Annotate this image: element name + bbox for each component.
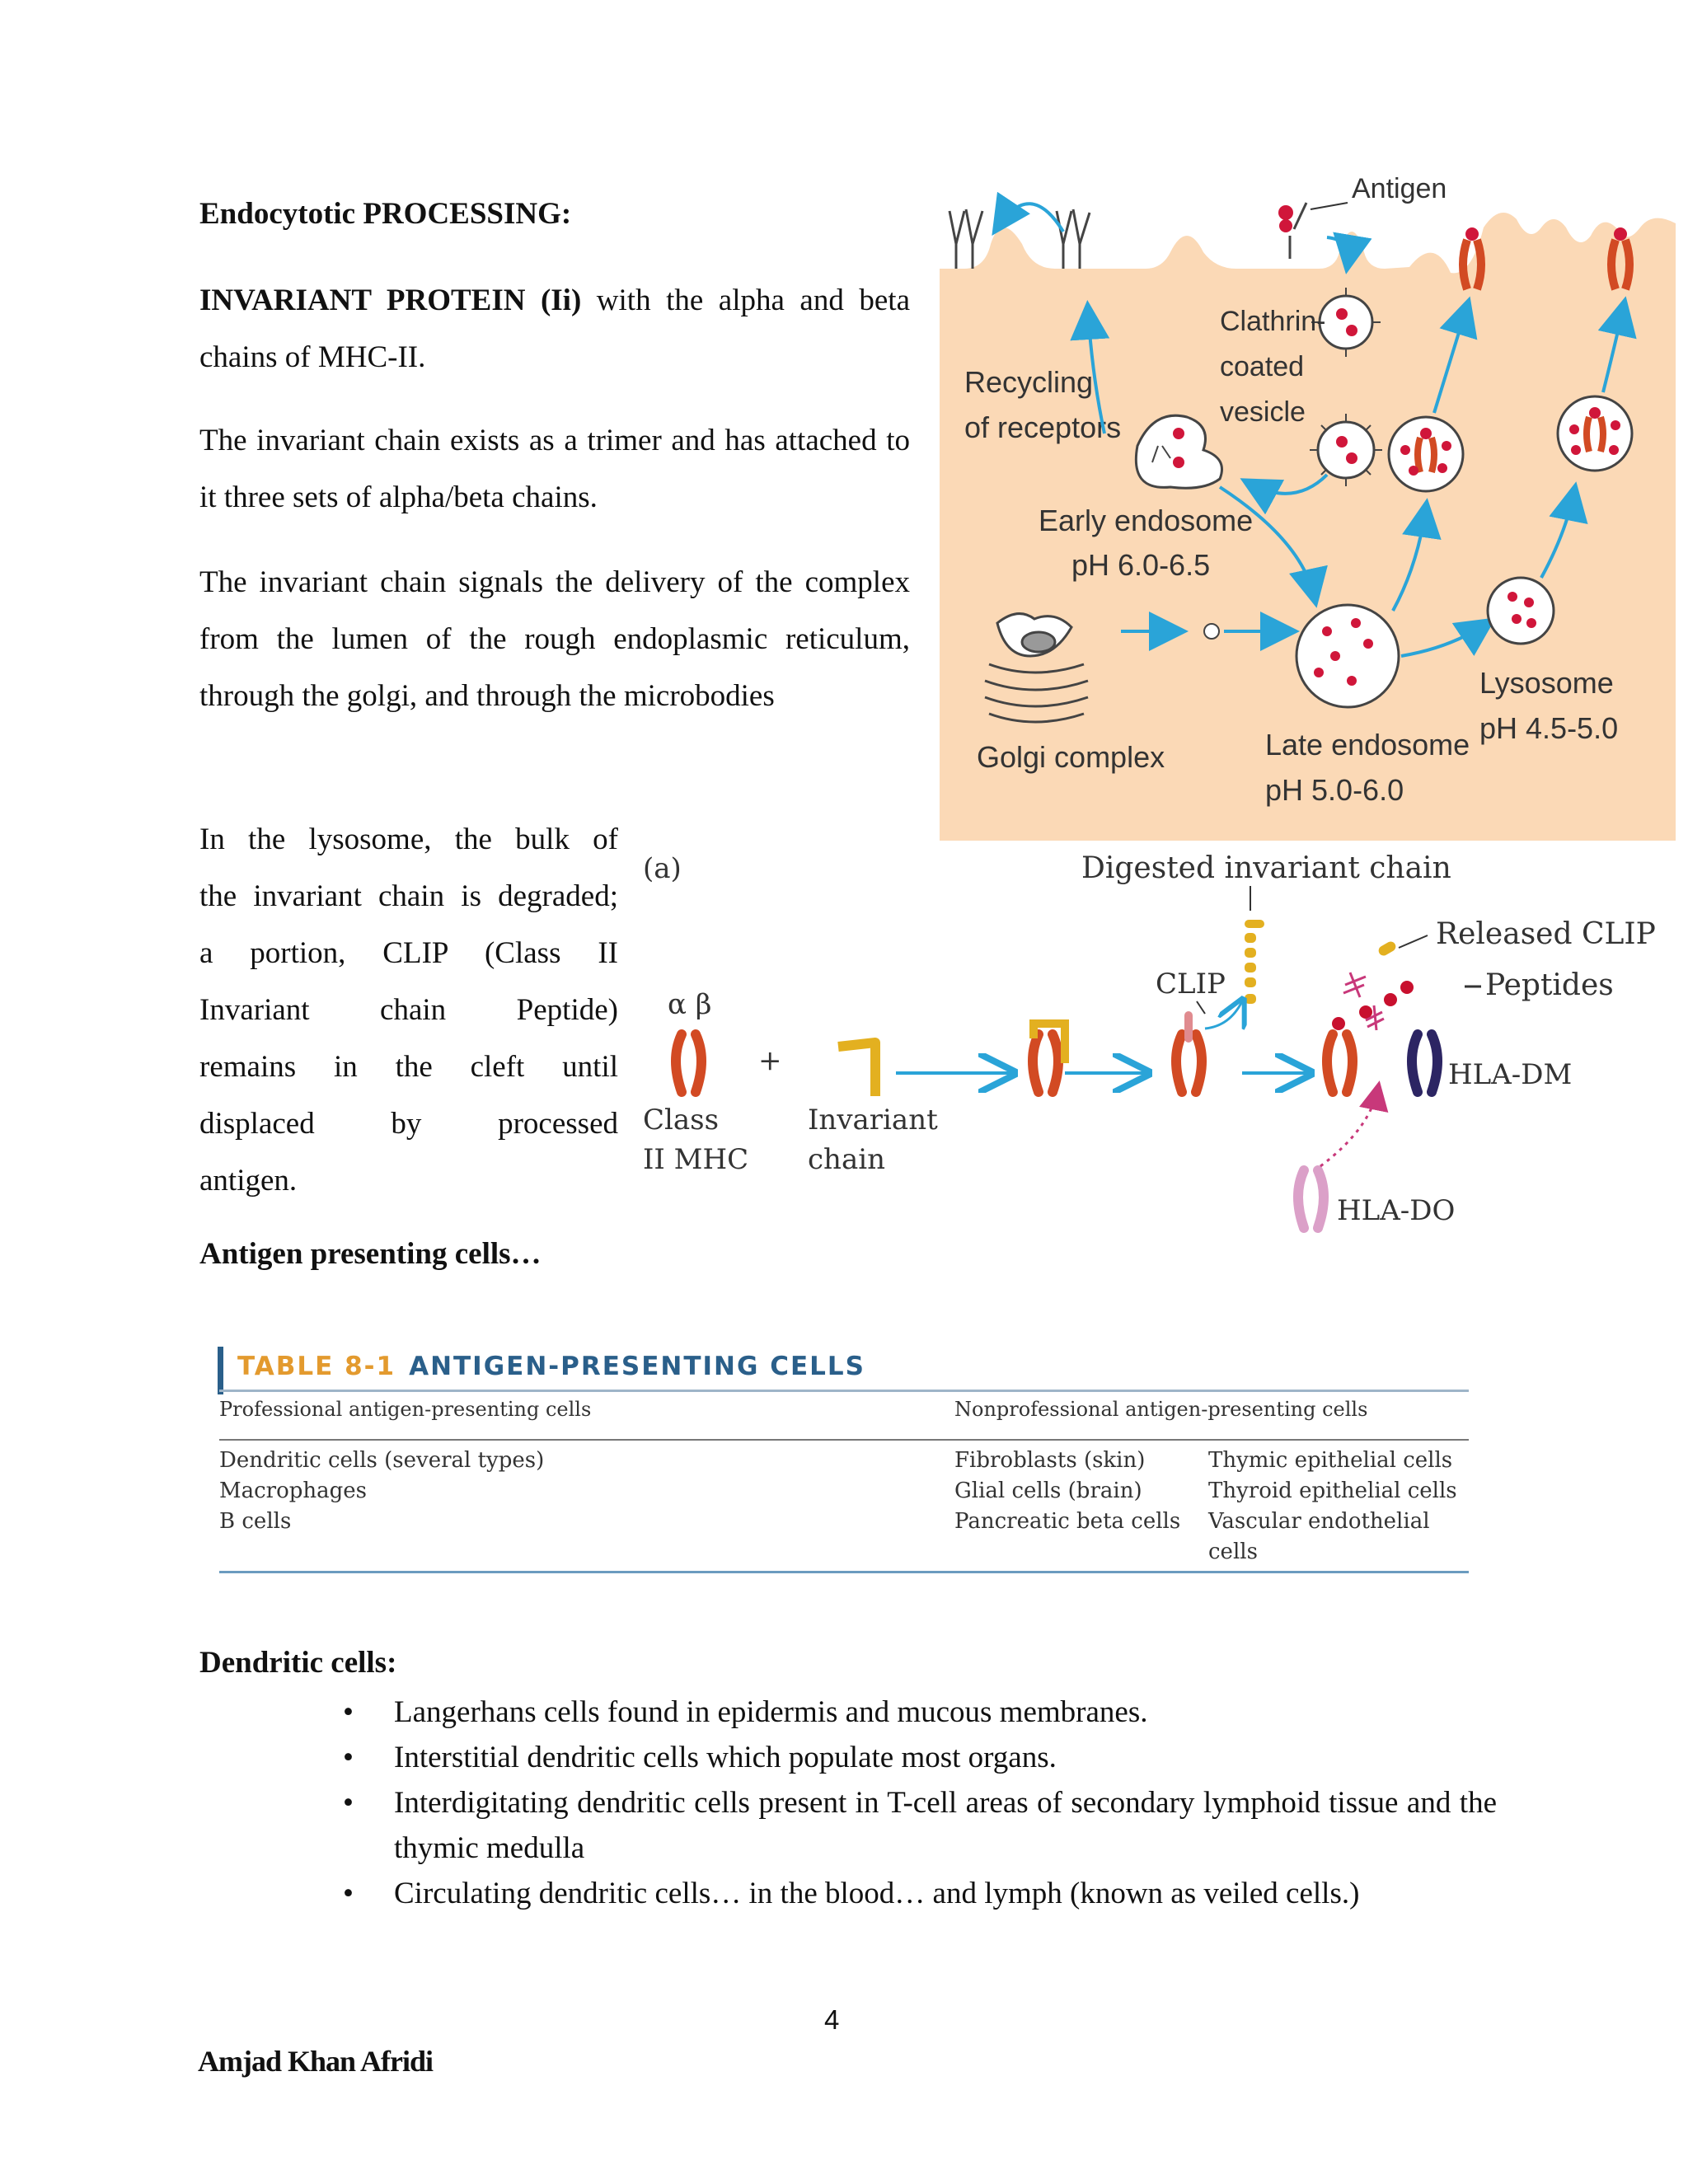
table-cell: Fibroblasts (skin)	[954, 1448, 1146, 1473]
invariant-chain-icon	[838, 1043, 875, 1096]
clathrin-label-line: vesicle	[1220, 396, 1306, 428]
table-title	[237, 1352, 865, 1381]
mhc-invariant-diagram	[636, 841, 1676, 1244]
clathrin-label-line: coated	[1220, 351, 1305, 382]
hla-dm-icon	[1412, 1034, 1437, 1092]
endocytosis-diagram	[940, 162, 1676, 841]
invariant-label-line: chain	[808, 1143, 885, 1176]
released-clip-fragment	[1376, 940, 1397, 957]
antigen-pointer	[1311, 203, 1348, 209]
list-item-text: Circulating dendritic cells… in the blood… and lymph (known as veiled cells.)	[394, 1877, 1360, 1910]
lysosome	[1488, 578, 1554, 644]
mhc-invariant-figure	[636, 841, 1676, 1244]
mhc-peptide-complex	[1327, 972, 1414, 1092]
endocytosis-figure	[940, 162, 1676, 841]
lysosome-line: Invariant chain Peptide)	[199, 993, 618, 1027]
mhc-invariant-complex	[1033, 1024, 1065, 1092]
lysosome-label: Lysosome	[1479, 666, 1614, 700]
table-cell: Macrophages	[219, 1479, 368, 1503]
released-clip-label: Released CLIP	[1436, 917, 1656, 951]
table-accent-bar	[218, 1347, 223, 1394]
lysosome-line: remains in the cleft until	[199, 1050, 618, 1084]
lysosome-ph: pH 4.5-5.0	[1479, 711, 1619, 745]
table-title-text: ANTIGEN-PRESENTING CELLS	[409, 1352, 865, 1381]
golgi-label: Golgi complex	[977, 740, 1165, 774]
late-endosome-ph: pH 5.0-6.0	[1265, 773, 1404, 807]
table-cell: Pancreatic beta cells	[954, 1509, 1181, 1534]
paragraph-trimer: The invariant chain exists as a trimer and has attached to it three sets of alpha/beta chains.	[199, 424, 910, 514]
plus-sign: +	[758, 1044, 782, 1077]
list-item	[343, 1780, 1497, 1871]
table-cell: Dendritic cells (several types)	[219, 1448, 545, 1473]
lysosome-line: In the lysosome, the bulk of	[199, 823, 618, 856]
author-name: Amjad Khan Afridi	[198, 2045, 434, 2078]
bullet-icon: •	[343, 1786, 354, 1820]
section-heading-apc: Antigen presenting cells…	[199, 1237, 542, 1271]
mhc-clip-complex	[1176, 1015, 1202, 1092]
hla-do-inhibit-arrow	[1320, 1088, 1378, 1166]
bullet-icon: •	[343, 1741, 354, 1774]
panel-label: (a)	[643, 852, 682, 885]
hla-dm-label: HLA-DM	[1448, 1058, 1573, 1091]
table-cell: Thyroid epithelial cells	[1208, 1479, 1457, 1503]
table-cell: Vascular endothelial cells	[1208, 1509, 1430, 1564]
col-header-nonprofessional: Nonprofessional antigen-presenting cells	[954, 1398, 1368, 1421]
table-header-rule	[219, 1439, 1469, 1441]
bullet-icon: •	[343, 1877, 354, 1910]
alpha-beta-label: α β	[668, 988, 712, 1021]
list-item	[343, 1871, 1497, 1916]
late-endosome	[1296, 605, 1399, 707]
late-endosome-label: Late endosome	[1265, 728, 1470, 762]
hla-do-label: HLA-DO	[1337, 1194, 1456, 1227]
recycling-label-line: of receptors	[964, 410, 1122, 444]
apc-table	[216, 1347, 1469, 1586]
invariant-protein-rest: with the alpha and beta chains of MHC-II.	[199, 284, 910, 374]
section-heading-endocytotic: Endocytotic PROCESSING:	[199, 197, 572, 231]
table-cell: Glial cells (brain)	[954, 1479, 1142, 1503]
digested-label: Digested invariant chain	[1081, 851, 1451, 885]
table-column-nonprofessional-a	[954, 1446, 1180, 1537]
digested-chain-fragments	[1245, 920, 1264, 1004]
invariant-protein-bold: INVARIANT PROTEIN (Ii)	[199, 284, 582, 317]
early-endosome-ph: pH 6.0-6.5	[1071, 548, 1211, 582]
dendritic-bullet-list	[343, 1690, 1497, 1916]
bullet-icon: •	[343, 1695, 354, 1729]
table-top-rule	[219, 1390, 1469, 1392]
lysosome-line: a portion, CLIP (Class II	[199, 936, 618, 970]
invariant-label-line: Invariant	[808, 1104, 938, 1137]
antigen-label: Antigen	[1352, 173, 1447, 204]
table-column-nonprofessional-b	[1208, 1446, 1469, 1568]
antigen-molecule	[1278, 203, 1306, 259]
class-ii-mhc-icon	[676, 1034, 701, 1092]
early-endosome-label: Early endosome	[1039, 504, 1254, 537]
lysosome-line: displaced by processed	[199, 1107, 618, 1141]
list-item	[343, 1690, 1497, 1735]
clathrin-label-line: Clathrin-	[1220, 306, 1326, 337]
class-ii-label-line: II MHC	[643, 1143, 749, 1176]
lysosome-line: the invariant chain is degraded;	[199, 879, 618, 913]
table-column-professional	[219, 1446, 544, 1537]
paragraph-lysosome	[199, 811, 618, 1209]
recycle-arrow-top	[997, 204, 1063, 232]
section-heading-dendritic: Dendritic cells:	[199, 1646, 397, 1680]
col-header-professional: Professional antigen-presenting cells	[219, 1398, 592, 1421]
list-item-text: Langerhans cells found in epidermis and mucous membranes.	[394, 1695, 1148, 1729]
table-bottom-rule	[219, 1571, 1469, 1573]
table-cell: Thymic epithelial cells	[1208, 1448, 1453, 1473]
peptides-label: Peptides	[1485, 968, 1614, 1002]
list-item	[343, 1735, 1497, 1780]
transport-vesicle	[1204, 624, 1219, 639]
class-ii-label-line: Class	[643, 1104, 720, 1137]
clip-label: CLIP	[1156, 968, 1226, 1001]
digest-arrow	[1205, 1001, 1242, 1029]
table-cell: B cells	[219, 1509, 292, 1534]
recycling-label-line: Recycling	[964, 365, 1094, 399]
lysosome-line: antigen.	[199, 1164, 298, 1197]
list-item-text: Interstitial dendritic cells which populate most organs.	[394, 1741, 1057, 1774]
paragraph-delivery: The invariant chain signals the delivery of the complex from the lumen of the rough endoplasmic reticulum, through the golgi, and through the microbodies	[199, 565, 910, 713]
table-number: TABLE 8-1	[237, 1352, 396, 1381]
list-item-text: Interdigitating dendritic cells present in T-cell areas of secondary lymphoid tissue and the thymic medulla	[394, 1786, 1497, 1865]
page-number: 4	[824, 2004, 840, 2035]
paragraph-invariant-protein	[199, 272, 910, 386]
hla-do-icon	[1298, 1170, 1324, 1228]
